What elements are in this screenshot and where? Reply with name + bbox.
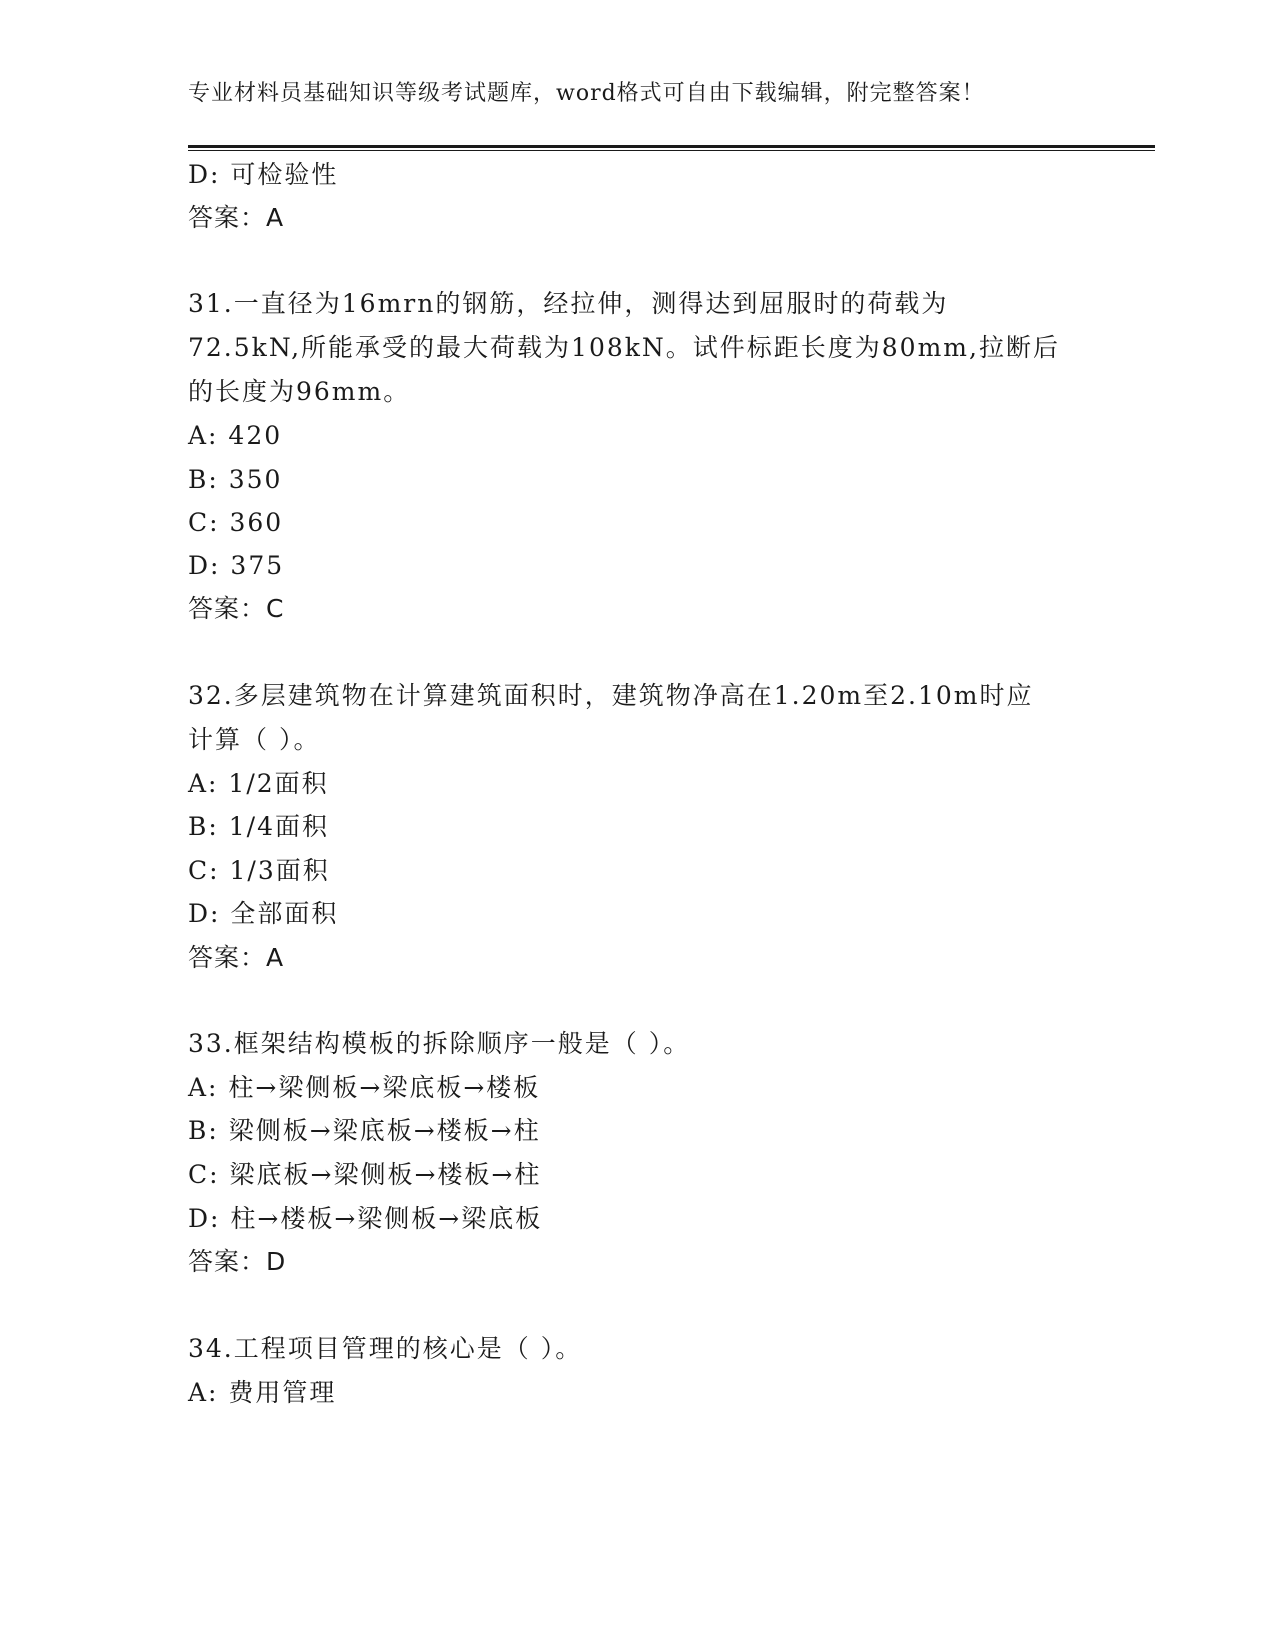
q31-option-a: A: 420 bbox=[188, 421, 283, 450]
q33-stem-line-1: 33.框架结构模板的拆除顺序一般是（ ）。 bbox=[188, 1029, 691, 1058]
q34-stem-line-1: 34.工程项目管理的核心是（ ）。 bbox=[188, 1334, 583, 1363]
q32-stem-line-2: 计算（ ）。 bbox=[188, 725, 321, 754]
prev-option-d: D: 可检验性 bbox=[188, 160, 339, 189]
q32-option-a: A: 1/2面积 bbox=[188, 769, 329, 798]
q31-stem-line-1: 31.一直径为16mrn的钢筋，经拉伸，测得达到屈服时的荷载为 bbox=[188, 289, 949, 318]
q32-stem-line-1: 32.多层建筑物在计算建筑面积时，建筑物净高在1.20m至2.10m时应 bbox=[188, 681, 1034, 710]
q31-option-d: D: 375 bbox=[188, 551, 285, 580]
header-rule-thick bbox=[188, 145, 1155, 148]
q31-stem-line-2: 72.5kN,所能承受的最大荷载为108kN。试件标距长度为80mm,拉断后 bbox=[188, 333, 1060, 362]
q33-option-d: D: 柱→楼板→梁侧板→梁底板 bbox=[188, 1204, 543, 1233]
q33-option-b: B: 梁侧板→梁底板→楼板→柱 bbox=[188, 1116, 541, 1145]
q31-stem-line-3: 的长度为96mm。 bbox=[188, 377, 411, 406]
prev-answer: 答案：A bbox=[188, 203, 285, 232]
q31-answer: 答案：C bbox=[188, 594, 285, 623]
q33-option-c: C: 梁底板→梁侧板→楼板→柱 bbox=[188, 1160, 542, 1189]
q32-option-d: D: 全部面积 bbox=[188, 899, 339, 928]
q34-option-a: A: 费用管理 bbox=[188, 1378, 337, 1407]
q32-option-b: B: 1/4面积 bbox=[188, 812, 329, 841]
q33-answer: 答案：D bbox=[188, 1247, 287, 1276]
q31-option-c: C: 360 bbox=[188, 508, 284, 537]
q31-option-b: B: 350 bbox=[188, 465, 283, 494]
q33-option-a: A: 柱→梁侧板→梁底板→楼板 bbox=[188, 1073, 541, 1102]
q32-option-c: C: 1/3面积 bbox=[188, 856, 330, 885]
q32-answer: 答案：A bbox=[188, 943, 285, 972]
page-header: 专业材料员基础知识等级考试题库，word格式可自由下载编辑，附完整答案！ bbox=[188, 81, 985, 106]
header-rule-thin bbox=[188, 150, 1155, 151]
